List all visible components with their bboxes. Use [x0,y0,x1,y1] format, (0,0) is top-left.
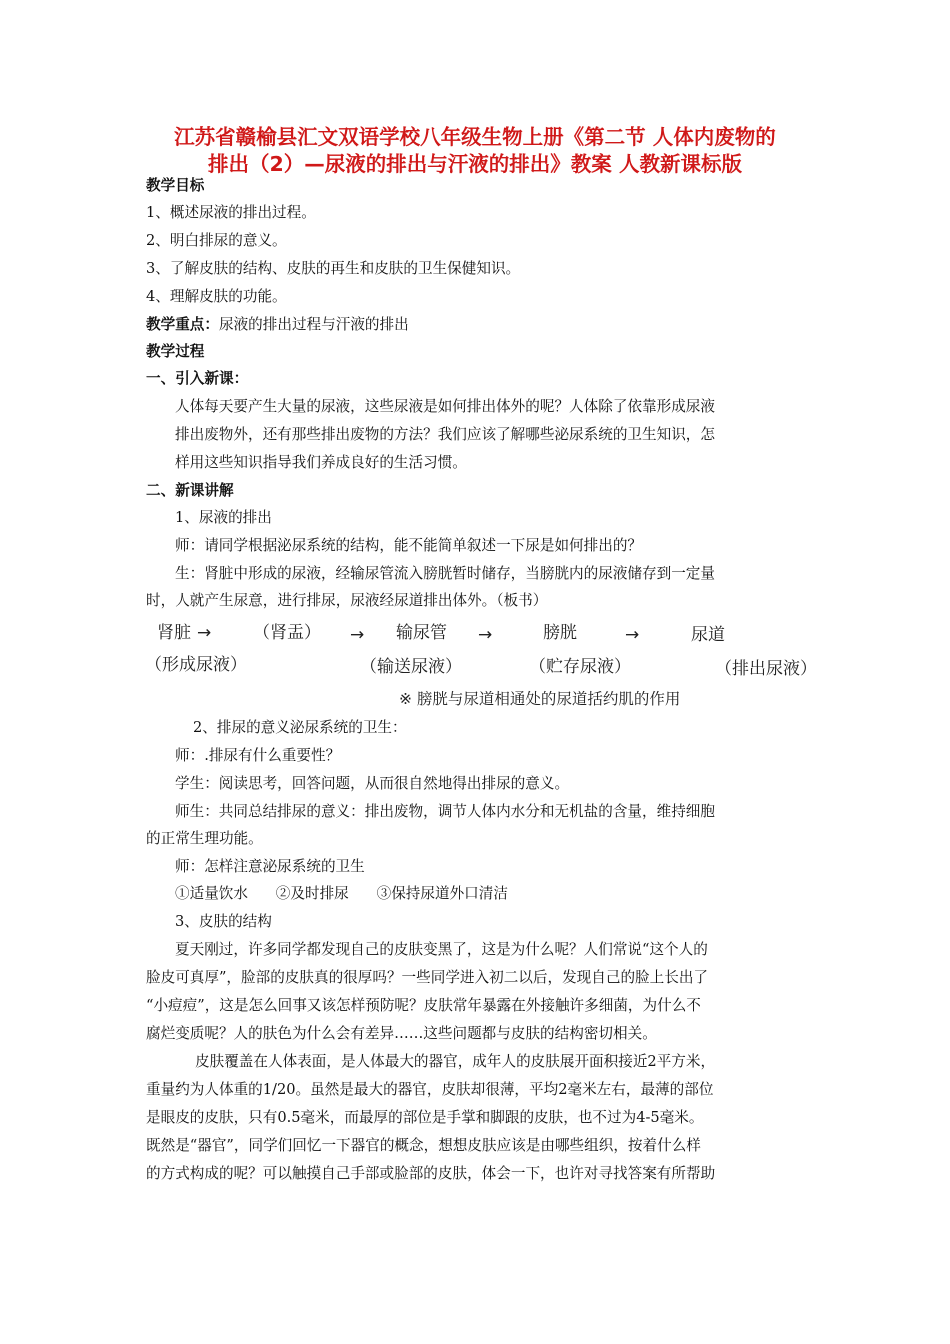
diagram-role: （输送尿液） [360,657,462,677]
intro-heading: 一、引入新课： [146,370,249,387]
paragraph: 师：怎样注意泌尿系统的卫生 [175,858,365,875]
skin-paragraph-line: 脸皮可真厚”，脸部的皮肤真的很厚吗？一些同学进入初二以后，发现自己的脸上长出了 [146,969,709,986]
hygiene-list: ①适量饮水 ②及时排尿 ③保持尿道外口清洁 [175,885,508,902]
diagram-role: （贮存尿液） [529,657,631,677]
goal-item: 2、明白排尿的意义。 [146,232,287,249]
diagram-note: ※ 膀胱与尿道相通处的尿道括约肌的作用 [399,690,681,708]
skin-paragraph-line: 既然是“器官”，同学们回忆一下器官的概念，想想皮肤应该是由哪些组织，按着什么样 [146,1137,701,1154]
skin-paragraph-line: 的方式构成的呢？可以触摸自己手部或脸部的皮肤，体会一下，也许对寻找答案有所帮助 [146,1165,716,1182]
paragraph: 1、尿液的排出 [175,509,272,526]
diagram-organ: 肾脏 [157,623,191,643]
diagram-organ: （肾盂） [253,623,321,643]
goals-heading: 教学目标 [146,177,205,194]
diagram-arrow: → [478,625,493,645]
diagram-arrow: → [350,625,365,645]
document-title-line-1: 江苏省赣榆县汇文双语学校八年级生物上册《第二节 人体内废物的 [174,125,776,149]
skin-paragraph-line: 夏天刚过，许多同学都发现自己的皮肤变黑了，这是为什么呢？人们常说“这个人的 [175,941,708,958]
diagram-arrow: → [197,623,212,643]
key-point [146,315,409,335]
diagram-role: （形成尿液） [145,655,247,675]
goal-item: 4、理解皮肤的功能。 [146,288,287,305]
new-lesson-heading: 二、新课讲解 [146,482,234,499]
paragraph: 的正常生理功能。 [146,830,263,847]
skin-paragraph-line: 皮肤覆盖在人体表面，是人体最大的器官，成年人的皮肤展开面积接近2平方米， [195,1053,716,1070]
diagram-organ: 输尿管 [396,623,447,643]
paragraph: 师：.排尿有什么重要性？ [175,747,341,764]
goal-item: 3、了解皮肤的结构、皮肤的再生和皮肤的卫生保健知识。 [146,260,521,277]
paragraph: 学生：阅读思考，回答问题，从而很自然地得出排尿的意义。 [175,775,570,792]
diagram-organ: 膀胱 [543,623,577,643]
skin-paragraph-line: 是眼皮的皮肤，只有0.5毫米，而最厚的部位是手掌和脚跟的皮肤，也不过为4-5毫米。 [146,1109,704,1126]
paragraph: 师：请同学根据泌尿系统的结构，能不能简单叙述一下尿是如何排出的？ [175,537,643,554]
intro-paragraph-line: 样用这些知识指导我们养成良好的生活习惯。 [175,454,467,471]
document-title-line-2: 排出（2）—尿液的排出与汗液的排出》教案 人教新课标版 [208,152,742,176]
paragraph: 时，人就产生尿意，进行排尿，尿液经尿道排出体外。（板书） [146,592,548,609]
intro-paragraph-line: 排出废物外，还有那些排出废物的方法？我们应该了解哪些泌尿系统的卫生知识，怎 [175,426,715,443]
paragraph: 3、皮肤的结构 [175,913,272,930]
skin-paragraph-line: 重量约为人体重的1/20。虽然是最大的器官，皮肤却很薄，平均2毫米左右，最薄的部位 [146,1081,714,1098]
goal-item: 1、概述尿液的排出过程。 [146,204,316,221]
paragraph: 2、排尿的意义泌尿系统的卫生： [193,719,407,736]
key-point-label: 教学重点： [146,316,219,333]
intro-paragraph-line: 人体每天要产生大量的尿液，这些尿液是如何排出体外的呢？人体除了依靠形成尿液 [175,398,715,415]
key-point-text: 尿液的排出过程与汗液的排出 [218,316,409,333]
diagram-role: （排出尿液） [715,659,817,679]
skin-paragraph-line: “小痘痘”，这是怎么回事又该怎样预防呢？皮肤常年暴露在外接触许多细菌，为什么不 [146,997,701,1014]
paragraph: 师生：共同总结排尿的意义：排出废物，调节人体内水分和无机盐的含量，维持细胞 [175,803,715,820]
skin-paragraph-line: 腐烂变质呢？人的肤色为什么会有差异……这些问题都与皮肤的结构密切相关。 [146,1025,657,1042]
diagram-arrow: → [625,625,640,645]
process-heading: 教学过程 [146,343,205,360]
diagram-organ: 尿道 [691,625,725,645]
paragraph: 生：肾脏中形成的尿液，经输尿管流入膀胱暂时储存，当膀胱内的尿液储存到一定量 [175,565,715,582]
urine-flow-diagram [145,616,835,712]
